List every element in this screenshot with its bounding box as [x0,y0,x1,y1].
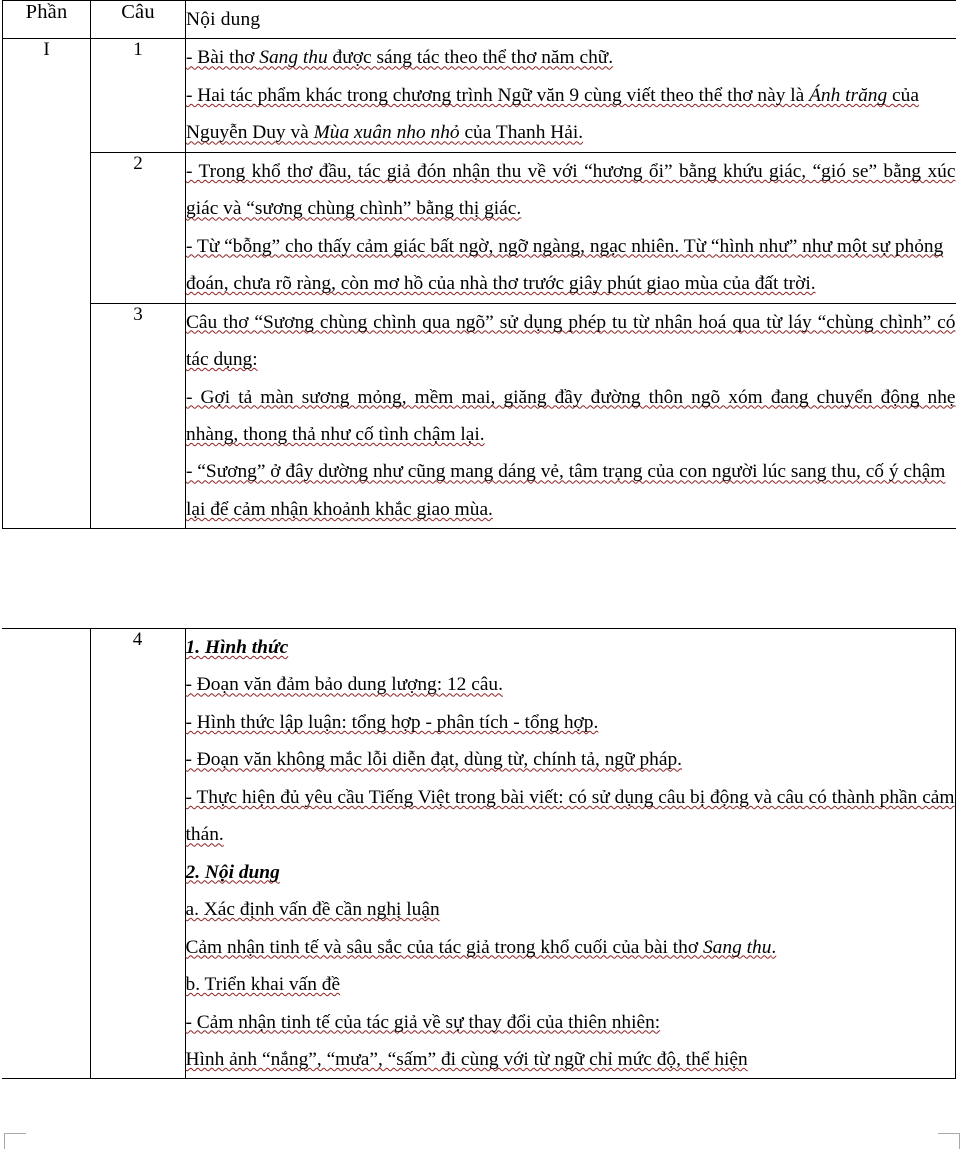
table-section-page-top [2,0,955,529]
column-header-phan: Phần [3,1,91,39]
paragraph: - Đoạn văn không mắc lỗi diễn đạt, dùng từ, chính tả, ngữ pháp. [185,749,683,771]
paragraph: - Cảm nhận tinh tế của tác giả về sự thay đổi của thiên nhiên: [185,1011,661,1033]
cell-cau-2: 2 [91,152,186,303]
paragraph: a. Xác định vấn đề cần nghị luận [185,899,440,921]
cell-cau-1: 1 [91,39,186,152]
paragraph: b. Triển khai vấn đề [185,974,341,996]
paragraph: Câu thơ “Sương chùng chình qua ngõ” sử dụng phép tu từ nhân hoá qua từ láy “chùng chình” có tác dụng: [186,311,956,371]
table-row [3,303,956,529]
paragraph: 1. Hình thức [185,637,289,658]
paragraph: - Hình thức lập luận: tổng hợp - phân tích - tổng hợp. [185,711,599,733]
paragraph: - Bài thơ Sang thu được sáng tác theo thể thơ năm chữ. [186,47,614,69]
paragraph: - Gợi tả màn sương mỏng, mềm mai, giăng đầy đường thôn ngõ xóm đang chuyển động nhẹ nhàng, thong thả như cố tình chậm lại. [186,386,956,445]
cell-phan-4 [2,629,90,1079]
paragraph: - “Sương” ở đây dường như cũng mang dáng vẻ, tâm trạng của con người lúc sang thu, cố ý chậm lại để cảm nhận khoảnh khắc giao mùa. [186,461,946,520]
column-header-cau: Câu [91,1,186,39]
cell-noidung-2 [186,152,956,303]
paragraph: 2. Nội dung [185,861,280,883]
table-header-row [3,1,956,39]
paragraph: - Hai tác phẩm khác trong chương trình Ngữ văn 9 cùng viết theo thể thơ này là Ánh trăng của Nguyễn Duy và Mùa xuân nho nhỏ của Thanh Hải. [186,84,919,144]
table-row [3,39,956,152]
next-page-corner-mark-right [938,1133,960,1149]
paragraph: - Từ “bỗng” cho thấy cảm giác bất ngờ, ngỡ ngàng, ngạc nhiên. Từ “hình như” như một sự phỏng đoán, chưa rõ ràng, còn mơ hồ của nhà thơ trước giây phút giao mùa của đất trời. [186,235,944,295]
cell-noidung-3 [186,303,956,529]
next-page-corner-mark-left [4,1133,26,1149]
paragraph: - Đoạn văn đảm bảo dung lượng: 12 câu. [185,674,503,696]
paragraph: - Trong khổ thơ đầu, tác giả đón nhận thu về với “hương ổi” bằng khứu giác, “gió se” bằng xúc giác và “sương chùng chình” bằng thị giác. [186,160,956,220]
cell-cau-4: 4 [90,629,185,1079]
paragraph: - Thực hiện đủ yêu cầu Tiếng Việt trong bài viết: có sử dụng câu bị động và câu có thành phần cảm thán. [185,786,955,846]
table-section-page-bottom [2,628,955,1079]
table-row [2,629,955,1079]
cell-noidung-1 [186,39,956,152]
table-row [3,152,956,303]
paragraph: Cảm nhận tinh tế và sâu sắc của tác giả trong khổ cuối của bài thơ Sang thu. [185,936,777,958]
answer-key-table-bottom [2,628,956,1079]
cell-cau-3: 3 [91,303,186,529]
cell-phan-1: I [3,39,91,529]
column-header-noidung: Nội dung [186,1,956,39]
answer-key-table-top [2,0,956,529]
paragraph: Hình ảnh “nắng”, “mưa”, “sấm” đi cùng với từ ngữ chỉ mức độ, thể hiện [185,1048,748,1070]
cell-noidung-4 [185,629,955,1079]
